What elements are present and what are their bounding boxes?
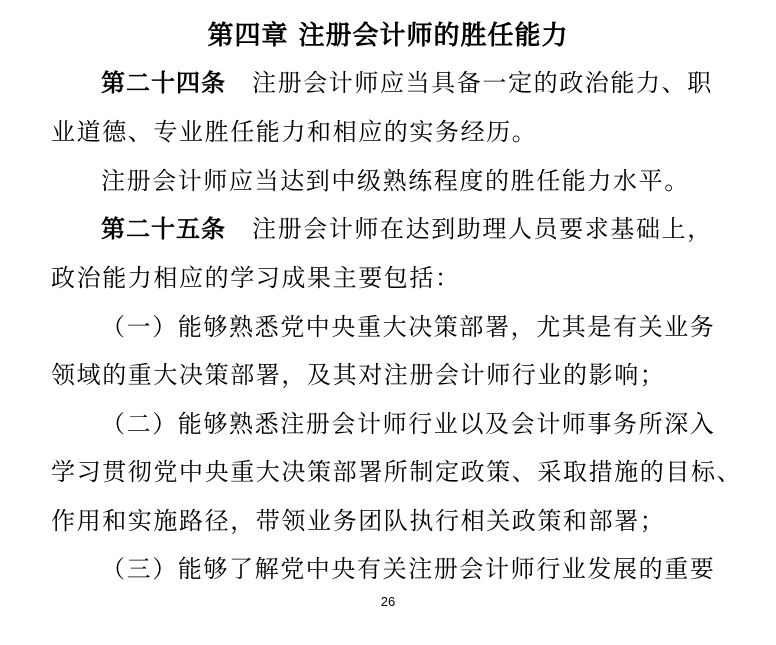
item-1-line-2: 领域的重大决策部署，及其对注册会计师行业的影响； <box>51 361 666 389</box>
article-25-line-1 <box>101 214 713 244</box>
article-25-number: 第二十五条 <box>101 215 226 243</box>
item-1-line-1: （一）能够熟悉党中央重大决策部署，尤其是有关业务 <box>101 313 716 341</box>
article-25-text-1: 注册会计师在达到助理人员要求基础上， <box>252 215 713 243</box>
item-2-line-3: 作用和实施路径，带领业务团队执行相关政策和部署； <box>51 507 666 535</box>
article-24-text-1: 注册会计师应当具备一定的政治能力、职 <box>252 69 713 97</box>
page-number: 26 <box>380 594 396 609</box>
item-2-line-2: 学习贯彻党中央重大决策部署所制定政策、采取措施的目标、 <box>51 458 743 486</box>
chapter-title: 第四章 注册会计师的胜任能力 <box>207 21 569 51</box>
article-24-line-2: 业道德、专业胜任能力和相应的实务经历。 <box>51 118 538 146</box>
article-24-line-1 <box>101 68 713 98</box>
item-2-line-1: （二）能够熟悉注册会计师行业以及会计师事务所深入 <box>101 410 716 438</box>
article-25-line-2: 政治能力相应的学习成果主要包括： <box>51 264 461 292</box>
item-3-line-1: （三）能够了解党中央有关注册会计师行业发展的重要 <box>101 555 716 583</box>
paragraph-competence-level: 注册会计师应当达到中级熟练程度的胜任能力水平。 <box>101 167 690 195</box>
article-24-number: 第二十四条 <box>101 69 226 97</box>
